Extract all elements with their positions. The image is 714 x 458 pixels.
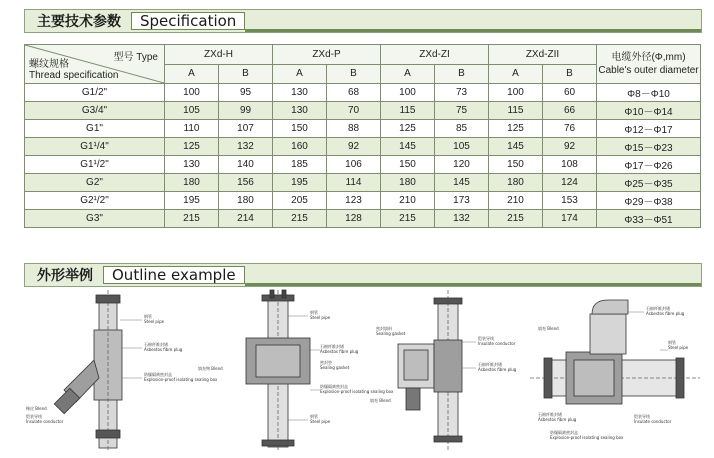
dimension-cell: 68 [327,84,381,102]
dimension-cell: 105 [165,102,219,120]
dimension-cell: 105 [435,138,489,156]
dimension-cell: 205 [273,192,327,210]
fig2-label-7: 防爆隔离密封盒 [320,384,348,389]
dimension-cell: 150 [489,156,543,174]
dimension-cell: 115 [381,102,435,120]
fig2-label-8: Explosion-proof isolating sealing box [320,389,394,394]
cable-diameter-header [597,45,701,84]
col-b-header: B [435,64,489,84]
fig2-label-9: 钢管 [310,414,318,419]
specification-title-cn: 主要技术参数 [37,14,121,30]
col-b-header: B [327,64,381,84]
fig2-label-5: Sealing gasket [320,365,350,370]
specification-table-body [25,84,701,228]
fig1-label-0: 钢管 [144,314,152,319]
dimension-cell: 210 [381,192,435,210]
dimension-cell: 66 [543,102,597,120]
model-header-zxd-p: ZXd-P [273,45,381,65]
fig3-label-5: Asbestos fibre plug [478,367,517,372]
table-row [25,192,701,210]
thread-spec-cell: G1" [25,120,165,138]
dimension-cell: 180 [219,192,273,210]
dimension-cell: 210 [489,192,543,210]
cable-diameter-cell: Φ10－Φ14 [597,102,701,120]
fig1-label-3: Asbestos fibre plug [144,347,183,352]
dimension-cell: 185 [273,156,327,174]
dimension-cell: 99 [219,102,273,120]
dimension-cell: 160 [273,138,327,156]
dimension-cell: 108 [543,156,597,174]
dimension-cell: 73 [435,84,489,102]
dimension-cell: 70 [327,102,381,120]
table-row [25,174,701,192]
dimension-cell: 85 [435,120,489,138]
dimension-cell: 100 [381,84,435,102]
outline-header [24,263,702,287]
fig4-label-6: Insulate conductor [634,419,672,424]
dimension-cell: 145 [381,138,435,156]
fig2-label-4: 密封垫 [320,360,332,365]
fig2-label-10: Steel pipe [310,419,331,424]
header-rule [245,29,701,32]
fig3-label-6: 填充 Blend [370,398,391,403]
col-a-header: A [381,64,435,84]
fig1-label-4: 防爆隔离密封盒 [144,372,172,377]
dimension-cell: 130 [273,84,327,102]
col-b-header: B [219,64,273,84]
cable-diameter-header-en: Cable's outer diameter [598,65,699,76]
fig4-label-8: Asbestos fibre plug [538,417,577,422]
fig1-label-1: Steel pipe [144,319,165,324]
fig2-label-0: 钢管 [310,310,318,315]
dimension-cell: 145 [435,174,489,192]
thread-spec-label-cn: 螺纹规格 [29,59,69,70]
table-row [25,210,701,228]
fig4-label-7: 石棉纤维封堵 [538,412,562,417]
table-row [25,84,701,102]
thread-spec-cell: G3/4" [25,102,165,120]
thread-type-corner-cell [25,45,165,84]
outline-title-cn: 外形举例 [37,268,93,284]
outline-figure-4 [530,290,700,450]
fig4-label-2: Asbestos fibre plug [646,311,685,316]
dimension-cell: 150 [381,156,435,174]
specification-title-en: Specification [131,12,245,30]
dimension-cell: 124 [543,174,597,192]
dimension-cell: 153 [543,192,597,210]
thread-spec-cell: G3" [25,210,165,228]
fig3-label-3: Insulate conductor [478,341,516,346]
dimension-cell: 100 [489,84,543,102]
thread-spec-label-en: Thread specification [29,70,119,81]
figure-3-drawing [368,290,528,450]
dimension-cell: 60 [543,84,597,102]
cable-diameter-cell: Φ15－Φ23 [597,138,701,156]
dimension-cell: 180 [381,174,435,192]
thread-spec-cell: G1¹/4" [25,138,165,156]
fig4-label-5: 铠装导线 [634,414,650,419]
thread-spec-label [29,59,119,81]
dimension-cell: 123 [327,192,381,210]
dimension-cell: 88 [327,120,381,138]
dimension-cell: 95 [219,84,273,102]
fig3-label-0: 密封填料 [376,326,392,331]
cable-diameter-cell: Φ17－Φ26 [597,156,701,174]
fig2-label-2: 石棉纤维封堵 [320,344,344,349]
fig2-label-3: Asbestos fibre plug [320,349,359,354]
thread-spec-cell: G2" [25,174,165,192]
dimension-cell: 114 [327,174,381,192]
dimension-cell: 120 [435,156,489,174]
dimension-cell: 195 [273,174,327,192]
outline-figure-3 [368,290,528,450]
col-a-header: A [273,64,327,84]
dimension-cell: 180 [165,174,219,192]
dimension-cell: 150 [273,120,327,138]
specification-table [24,44,701,228]
dimension-cell: 174 [543,210,597,228]
cable-diameter-cell: Φ8－Φ10 [597,84,701,102]
fig1-label-6: 橡皮 Blend [26,406,47,411]
header-rule [245,283,701,286]
dimension-cell: 180 [489,174,543,192]
thread-spec-cell: G1/2" [25,84,165,102]
model-header-zxd-zi: ZXd-ZI [381,45,489,65]
dimension-cell: 215 [489,210,543,228]
col-a-header: A [165,64,219,84]
dimension-cell: 128 [327,210,381,228]
dimension-cell: 145 [489,138,543,156]
fig4-label-9: 防爆隔离密封盒 [550,430,578,435]
fig1-label-5: Explosion-proof isolating sealing box [144,377,218,382]
cable-diameter-cell: Φ33－Φ51 [597,210,701,228]
dimension-cell: 125 [165,138,219,156]
dimension-cell: 76 [543,120,597,138]
dimension-cell: 215 [381,210,435,228]
fig1-label-2: 石棉纤维封堵 [144,342,168,347]
col-b-header: B [543,64,597,84]
dimension-cell: 92 [543,138,597,156]
dimension-cell: 130 [273,102,327,120]
table-row [25,156,701,174]
fig4-label-3: 钢管 [668,340,676,345]
model-header-zxd-h: ZXd-H [165,45,273,65]
cable-diameter-cell: Φ29－Φ38 [597,192,701,210]
specification-header [24,9,702,33]
dimension-cell: 106 [327,156,381,174]
dimension-cell: 125 [381,120,435,138]
outline-figures [24,290,700,454]
col-a-header: A [489,64,543,84]
fig4-label-0: 填充 Blend [538,326,559,331]
dimension-cell: 92 [327,138,381,156]
cable-diameter-cell: Φ25－Φ35 [597,174,701,192]
thread-spec-cell: G1¹/2" [25,156,165,174]
dimension-cell: 125 [489,120,543,138]
fig1-label-8: Insulate conductor [26,419,64,424]
dimension-cell: 130 [165,156,219,174]
dimension-cell: 132 [435,210,489,228]
dimension-cell: 195 [165,192,219,210]
dimension-cell: 140 [219,156,273,174]
cable-diameter-cell: Φ12－Φ17 [597,120,701,138]
fig3-label-4: 石棉纤维封堵 [478,362,502,367]
table-row [25,102,701,120]
dimension-cell: 107 [219,120,273,138]
fig1-label-7: 铠装导线 [26,414,42,419]
table-row [25,120,701,138]
fig2-label-6: 填充物 Blend [198,366,223,371]
dimension-cell: 100 [165,84,219,102]
dimension-cell: 173 [435,192,489,210]
fig3-label-1: Sealing gasket [376,331,406,336]
dimension-cell: 215 [165,210,219,228]
dimension-cell: 215 [273,210,327,228]
cable-diameter-header-cn: 电缆外径(Φ,mm) [611,52,686,63]
dimension-cell: 214 [219,210,273,228]
type-label: 型号 Type [113,52,158,63]
dimension-cell: 156 [219,174,273,192]
fig4-label-4: Steel pipe [668,345,689,350]
model-header-zxd-zii: ZXd-ZII [489,45,597,65]
dimension-cell: 132 [219,138,273,156]
table-row [25,138,701,156]
dimension-cell: 115 [489,102,543,120]
thread-spec-cell: G2¹/2" [25,192,165,210]
fig4-label-10: Explosion-proof isolating sealing box [550,435,624,440]
outline-title-en: Outline example [103,266,245,284]
fig2-label-1: Steel pipe [310,315,331,320]
figure-4-drawing [530,290,700,450]
dimension-cell: 75 [435,102,489,120]
dimension-cell: 110 [165,120,219,138]
fig3-label-2: 铠装导线 [478,336,494,341]
fig4-label-1: 石棉纤维封堵 [646,306,670,311]
